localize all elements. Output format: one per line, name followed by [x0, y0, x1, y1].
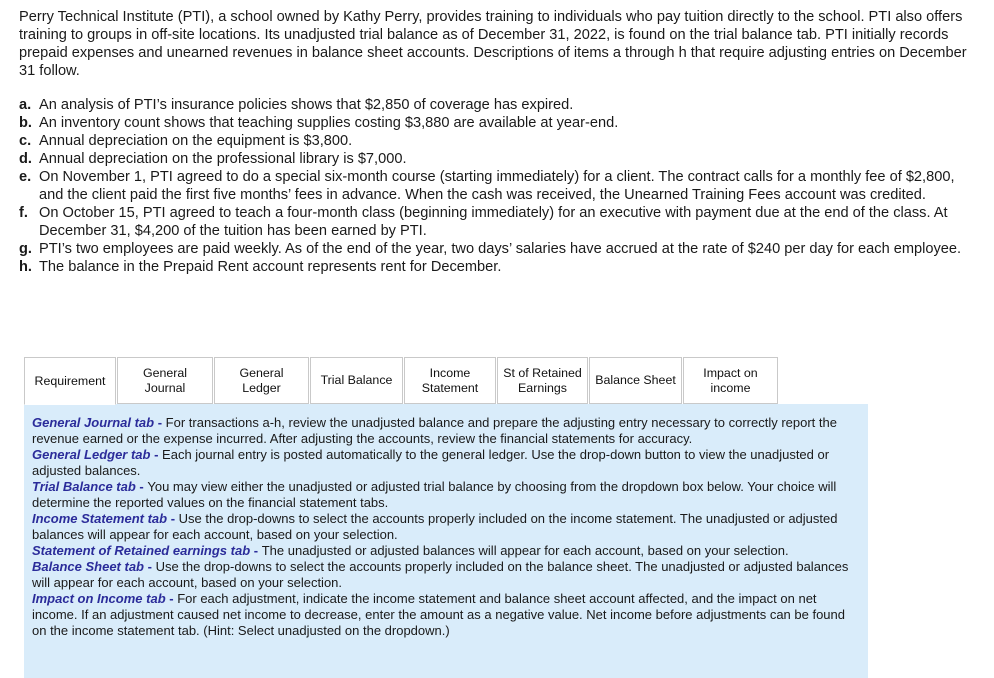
instruction-text: Use the drop-downs to select the accounts properly included on the income statement. The unadjusted or adjusted balances will appear for each account, based on your selection. — [32, 511, 838, 542]
tab-general-journal[interactable] — [117, 357, 213, 404]
tab-trial-balance[interactable] — [310, 357, 403, 404]
instruction-text: Use the drop-downs to select the accounts properly included on the balance sheet. The unadjusted or adjusted balances will appear for each account, based on your selection. — [32, 559, 849, 590]
tab-label: St of Retained Earnings — [503, 365, 582, 395]
instruction-general-ledger: General Ledger tab - Each journal entry is posted automatically to the general ledger. Use the drop-down button to view the unadjusted or adjusted balances. — [32, 447, 830, 478]
instruction-heading: Income Statement tab — [32, 511, 168, 526]
tab-retained-earnings[interactable] — [497, 357, 588, 404]
tab-requirement[interactable] — [24, 357, 116, 405]
item-b — [19, 114, 969, 132]
problem-intro: Perry Technical Institute (PTI), a school owned by Kathy Perry, provides training to individuals who pay tuition directly to the school. PTI also offers training to groups in off-site locations. Its unadjusted trial balance as of December 31, 2022, is found on the trial balance tab. PTI initially records prepaid expenses and unearned revenues in balance sheet accounts. Descriptions of items a through h that require adjusting entries on December 31 follow. — [19, 9, 967, 79]
tab-label: Impact on income — [703, 365, 758, 395]
item-d — [19, 150, 969, 168]
tab-label: Trial Balance — [320, 373, 393, 387]
instruction-text: For each adjustment, indicate the income statement and balance sheet account affected, and the impact on net income. If an adjustment caused net income to decrease, enter the amount as a negative value. Net income before adjustments can be found on the income statement tab. (Hint: Select unadjusted on the dropdown.) — [32, 591, 845, 638]
tab-impact-on-income[interactable] — [683, 357, 778, 404]
item-letter: e. — [19, 169, 32, 185]
item-f — [19, 204, 969, 240]
tab-label: Balance Sheet — [595, 373, 676, 387]
item-g — [19, 240, 969, 258]
item-letter: b. — [19, 115, 32, 131]
instruction-text: For transactions a-h, review the unadjusted balance and prepare the adjusting entry necessary to correctly report the revenue earned or the expense incurred. After adjusting the accounts, review the financial statements for accuracy. — [32, 415, 837, 446]
adjustment-items-list — [19, 96, 969, 276]
instruction-heading: General Ledger tab — [32, 447, 151, 462]
item-text: On November 1, PTI agreed to do a special six-month course (starting immediately) for a client. The contract calls for a monthly fee of $2,800, and the client paid the first five months’ fees in advance. When the cash was received, the Unearned Training Fees account was credited. — [39, 169, 955, 203]
instruction-heading: General Journal tab — [32, 415, 155, 430]
tab-label: Requirement — [34, 373, 106, 388]
instruction-income-statement: Income Statement tab - Use the drop-downs to select the accounts properly included on the income statement. The unadjusted or adjusted balances will appear for each account, based on your selection. — [32, 511, 838, 542]
instruction-text: The unadjusted or adjusted balances will appear for each account, based on your selection. — [261, 543, 789, 558]
item-letter: f. — [19, 205, 28, 221]
item-text: On October 15, PTI agreed to teach a four-month class (beginning immediately) for an executive with payment due at the end of the class. At December 31, $4,200 of the tuition has been earned by PTI. — [39, 205, 948, 239]
item-letter: d. — [19, 151, 32, 167]
instruction-heading: Impact on Income tab — [32, 591, 166, 606]
instruction-trial-balance: Trial Balance tab - You may view either the unadjusted or adjusted trial balance by choosing from the dropdown box below. Your choice will determine the reported values on the financial statement tabs. — [32, 479, 837, 510]
instruction-impact-on-income: Impact on Income tab - For each adjustment, indicate the income statement and balance sheet account affected, and the impact on net income. If an adjustment caused net income to decrease, enter the amount as a negative value. Net income before adjustments can be found on the income statement tab. (Hint: Select unadjusted on the dropdown.) — [32, 591, 845, 638]
item-c — [19, 132, 969, 150]
item-letter: g. — [19, 241, 32, 257]
instruction-heading: Balance Sheet tab — [32, 559, 144, 574]
instruction-general-journal: General Journal tab - For transactions a-h, review the unadjusted balance and prepare the adjusting entry necessary to correctly report the revenue earned or the expense incurred. After adjusting the accounts, review the financial statements for accuracy. — [32, 415, 837, 446]
item-e — [19, 168, 969, 204]
item-text: PTI’s two employees are paid weekly. As of the end of the year, two days’ salaries have accrued at the rate of $240 per day for each employee. — [39, 241, 962, 257]
instruction-heading: Statement of Retained earnings tab — [32, 543, 251, 558]
requirement-panel — [24, 404, 868, 678]
tab-balance-sheet[interactable] — [589, 357, 682, 404]
instruction-balance-sheet: Balance Sheet tab - Use the drop-downs to select the accounts properly included on the balance sheet. The unadjusted or adjusted balances will appear for each account, based on your selection. — [32, 559, 849, 590]
tab-label: General Ledger — [239, 365, 284, 395]
tab-label: General Journal — [142, 365, 188, 395]
item-text: The balance in the Prepaid Rent account represents rent for December. — [39, 259, 502, 275]
tab-income-statement[interactable] — [404, 357, 496, 404]
item-letter: h. — [19, 259, 32, 275]
instruction-text: Each journal entry is posted automatically to the general ledger. Use the drop-down button to view the unadjusted or adjusted balances. — [32, 447, 830, 478]
item-text: An inventory count shows that teaching supplies costing $3,880 are available at year-end. — [39, 115, 619, 131]
item-a — [19, 96, 969, 114]
item-text: Annual depreciation on the professional library is $7,000. — [39, 151, 407, 167]
instruction-text: You may view either the unadjusted or adjusted trial balance by choosing from the dropdown box below. Your choice will determine the reported values on the financial statement tabs. — [32, 479, 837, 510]
item-letter: a. — [19, 97, 32, 113]
item-text: An analysis of PTI’s insurance policies shows that $2,850 of coverage has expired. — [39, 97, 574, 113]
instruction-heading: Trial Balance tab — [32, 479, 136, 494]
instruction-retained-earnings: Statement of Retained earnings tab - The unadjusted or adjusted balances will appear for each account, based on your selection. — [32, 543, 789, 558]
item-text: Annual depreciation on the equipment is $3,800. — [39, 133, 353, 149]
tab-bar — [24, 357, 779, 404]
item-letter: c. — [19, 133, 32, 149]
item-h — [19, 258, 969, 276]
tab-general-ledger[interactable] — [214, 357, 309, 404]
tab-label: Income Statement — [421, 365, 479, 395]
